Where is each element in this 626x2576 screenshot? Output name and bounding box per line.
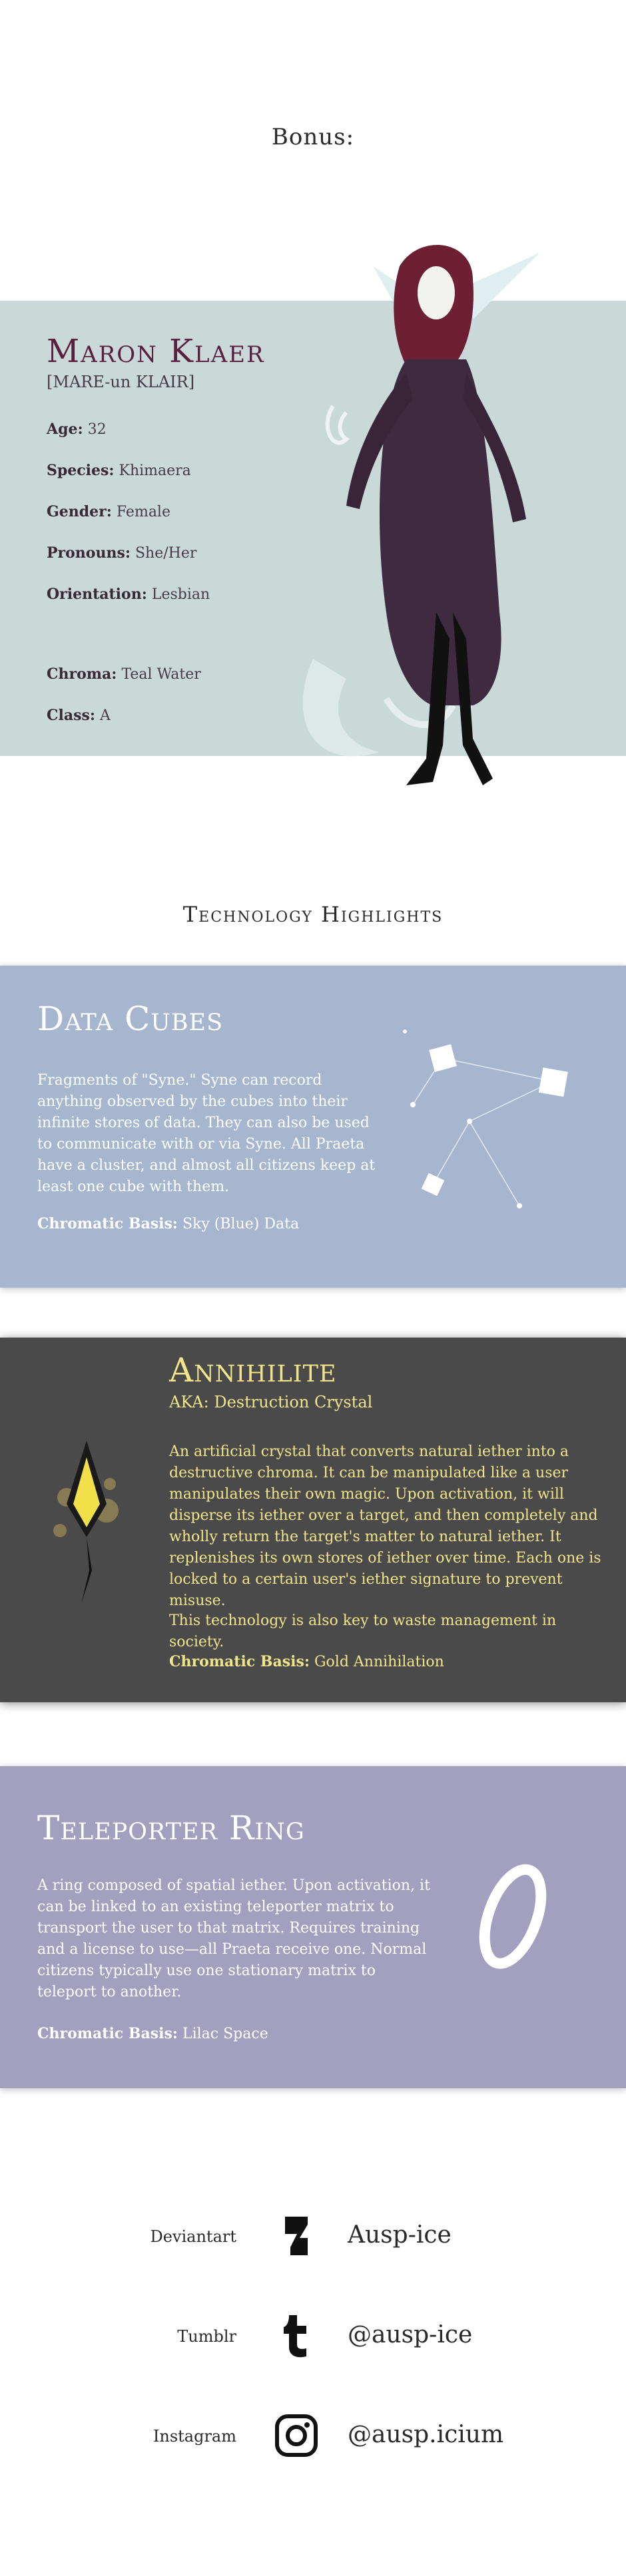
social-handle-tumblr[interactable]: @ausp-ice (348, 2321, 473, 2348)
annihilite-description-note: This technology is also key to waste management in society. (169, 1612, 557, 1650)
annihilite-description: An artificial crystal that converts natural iether into a destructive chroma. It can be manipulated like a user manipulates their own magic. Upon activation, it will disperse its iether over a target, and then completely and wholly return the target's matter to natural iether. It replenishes its own stores of iether over time. Each one is locked to a certain user's iether signature to prevent misuse. (169, 1443, 601, 1609)
tumblr-icon[interactable] (273, 2312, 320, 2359)
stat-species: Species: Khimaera (47, 462, 191, 479)
social-label-deviantart: Deviantart (150, 2227, 236, 2246)
bonus-title: Bonus: (271, 124, 355, 150)
social-handle-instagram[interactable]: @ausp.icium (348, 2421, 504, 2448)
annihilite-aka: AKA: Destruction Crystal (169, 1393, 373, 1411)
stat-gender: Gender: Female (47, 503, 170, 520)
teleporter-ring-basis: Chromatic Basis: Lilac Space (37, 2025, 268, 2042)
technology-highlights-title: Technology Highlights (182, 902, 444, 927)
annihilite-basis: Chromatic Basis: Gold Annihilation (169, 1653, 444, 1670)
instagram-icon[interactable] (273, 2412, 320, 2459)
data-cubes-basis: Chromatic Basis: Sky (Blue) Data (37, 1215, 300, 1232)
teleporter-ring-illustration (466, 1857, 559, 1976)
data-cubes-illustration (393, 1018, 593, 1231)
data-cubes-title: Data Cubes (37, 1000, 224, 1038)
data-cubes-description: Fragments of "Syne." Syne can record anything observed by the cubes into their infinite stores of data. They can also be used to communicate with or via Syne. All Praeta have a cluster, and almost all citizens keep at least one cube with them. (37, 1072, 376, 1195)
stat-orientation: Orientation: Lesbian (47, 586, 210, 603)
social-label-tumblr: Tumblr (177, 2327, 236, 2346)
stat-pronouns: Pronouns: She/Her (47, 544, 197, 562)
character-illustration (273, 240, 586, 825)
social-handle-deviantart[interactable]: Ausp-ice (348, 2221, 452, 2249)
annihilite-crystal-illustration (40, 1437, 133, 1617)
stat-class: Class: A (47, 707, 111, 724)
social-label-instagram: Instagram (153, 2427, 236, 2446)
deviantart-icon[interactable] (273, 2213, 320, 2259)
teleporter-ring-description: A ring composed of spatial iether. Upon activation, it can be linked to an existing teleporter matrix to transport the user to that matrix. Requires training and a license to use—all Praeta receive one. Normal citizens typically use one stationary matrix to teleport to another. (37, 1877, 430, 2000)
character-pronunciation: [MARE-un KLAIR] (47, 373, 195, 391)
teleporter-ring-title: Teleporter Ring (37, 1809, 305, 1847)
stat-age: Age: 32 (47, 421, 107, 438)
annihilite-title: Annihilite (169, 1351, 337, 1389)
character-name: Maron Klaer (47, 333, 265, 370)
stat-chroma: Chroma: Teal Water (47, 665, 201, 683)
